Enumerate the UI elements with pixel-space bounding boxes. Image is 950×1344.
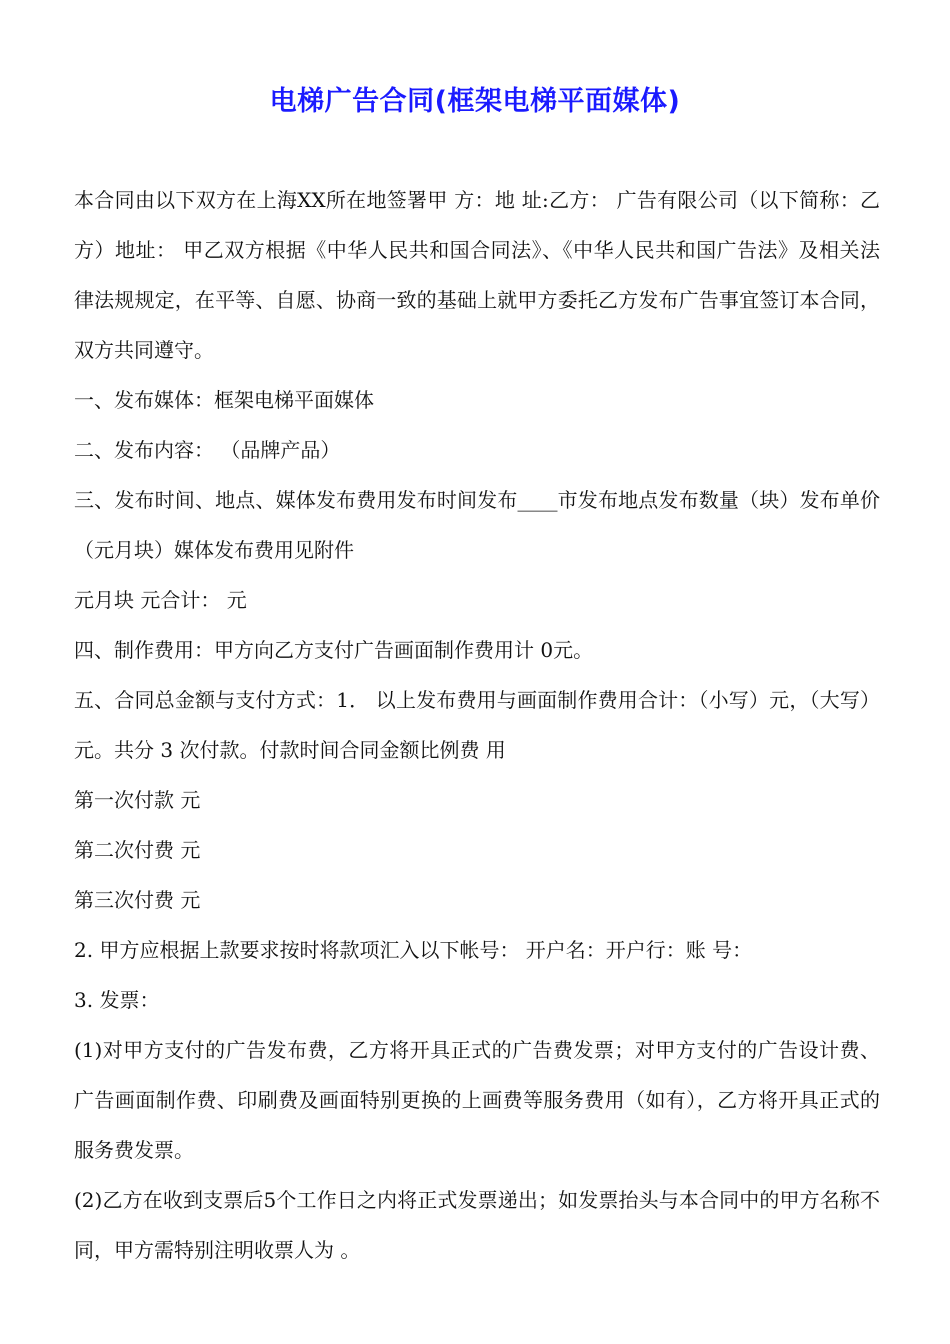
paragraph-invoice-2: (2)乙方在收到支票后5个工作日之内将正式发票递出；如发票抬头与本合同中的甲方名称不同，甲方需特别注明收票人为 。 [74, 1188, 880, 1262]
paragraph-intro: 本合同由以下双方在上海XX所在地签署甲 方：地 址:乙方： 广告有限公司（以下简称：乙方）地址： 甲乙双方根据《中华人民共和国合同法》、《中华人民共和国广告法》及相关法律法规规定，在平等、自愿、协商一致的基础上就甲方委托乙方发布广告事宜签订本合同，双方共同遵守。 [74, 188, 880, 362]
paragraph-invoice-heading: 3. 发票： [74, 988, 160, 1012]
document-title: 电梯广告合同(框架电梯平面媒体) [269, 86, 681, 117]
paragraph-content: 二、发布内容： （品牌产品） [74, 438, 341, 462]
paragraph-third-payment: 第三次付费 元 [74, 888, 201, 912]
paragraph-first-payment: 第一次付款 元 [74, 788, 201, 812]
paragraph-media: 一、发布媒体：框架电梯平面媒体 [74, 388, 374, 412]
document-body [74, 175, 880, 1275]
paragraph-production-fee: 四、制作费用：甲方向乙方支付广告画面制作费用计 0元。 [74, 638, 594, 662]
paragraph-invoice-1: (1)对甲方支付的广告发布费，乙方将开具正式的广告费发票；对甲方支付的广告设计费、广告画面制作费、印刷费及画面特别更换的上画费等服务费用（如有），乙方将开具正式的服务费发票。 [74, 1038, 880, 1162]
paragraph-account: 2. 甲方应根据上款要求按时将款项汇入以下帐号： 开户名：开户行：账 号： [74, 938, 753, 962]
paragraph-total: 元月块 元合计： 元 [74, 588, 247, 612]
paragraph-second-payment: 第二次付费 元 [74, 838, 201, 862]
paragraph-payment: 五、合同总金额与支付方式：1． 以上发布费用与画面制作费用合计：（小写）元，（大写） 元。共分 3 次付款。付款时间合同金额比例费 用 [74, 688, 880, 762]
paragraph-time-place: 三、发布时间、地点、媒体发布费用发布时间发布____市发布地点发布数量（块）发布单价 （元月块）媒体发布费用见附件 [74, 488, 880, 562]
